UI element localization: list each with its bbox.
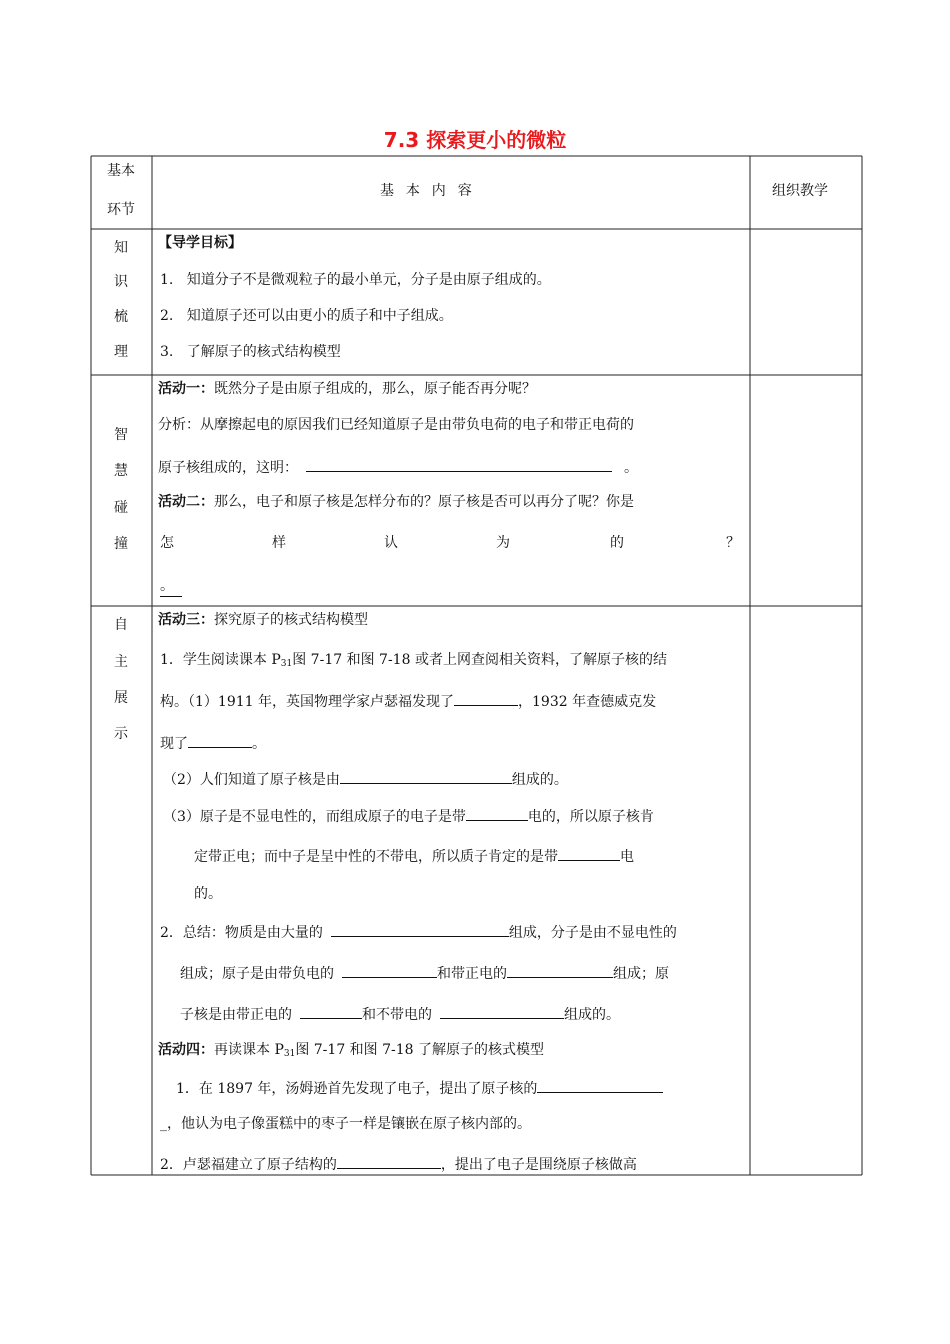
text: 2．总结：物质是由大量的 [160,925,323,941]
blank[interactable] [507,962,613,978]
s1-char: 理 [114,344,128,360]
s2-char: 慧 [114,463,128,479]
text: ，1932 年查德威克发 [518,694,657,710]
activity-1-text: 既然分子是由原子组成的，那么，原子能否再分呢？ [214,381,536,397]
activity-3 [158,610,368,630]
blank[interactable] [331,921,509,937]
text: 组成的。 [511,772,568,788]
goals-heading: 【导学目标】 [158,235,242,251]
s3-line: 的。 [194,886,222,902]
text: 组成；原子是由带负电的 [180,966,334,982]
blank[interactable] [440,1003,564,1019]
page-sub: 31 [280,659,293,669]
goal-item: 2. 知道原子还可以由更小的质子和中子组成。 [160,308,453,324]
spread-char: 为 [496,535,510,551]
spread-char: 的 [610,535,624,551]
text: 定带正电；而中子是呈中性的不带电，所以质子肯定的是带 [194,849,558,865]
spread-char: 样 [272,535,286,551]
text: （3）原子是不显电性的，而组成原子的电子是带 [163,809,466,825]
s3-line [194,845,634,867]
text: 现了 [160,736,188,752]
s3-char: 展 [114,690,128,706]
text: 电 [620,849,634,865]
header-stage-line2: 环节 [107,202,135,218]
activity-2 [158,492,634,512]
activity-1 [158,379,536,399]
text: 电的，所以原子核肯 [527,809,654,825]
goal-item: 1. 知道分子不是微观粒子的最小单元，分子是由原子组成的。 [160,272,551,288]
text: 1．在 1897 年，汤姆逊首先发现了电子，提出了原子核的 [176,1081,538,1097]
s3-line [160,690,656,712]
s3-char: 自 [114,617,128,633]
activity-1-label: 活动一： [158,381,214,397]
blank[interactable] [342,962,437,978]
activity-2-label: 活动二： [158,494,214,510]
s1-char: 知 [114,240,128,256]
text: 再读课本 P [214,1042,284,1058]
page-title: 7.3 探索更小的微粒 [383,128,567,152]
summary-line [180,1003,620,1025]
s3-line [163,768,568,790]
answer-blank[interactable] [306,456,612,472]
s4-line [160,1153,637,1175]
text: 组成；原 [613,966,669,982]
text: 1．学生阅读课本 P [160,652,281,668]
activity-3-label: 活动三： [158,612,214,628]
s2-char: 撞 [114,536,128,552]
text: ，提出了电子是围绕原子核做高 [440,1157,637,1173]
text: 。 [252,736,266,752]
analysis-line2 [158,456,638,478]
header-stage-line1: 基本 [107,163,135,179]
s1-char: 梳 [114,309,128,325]
summary-line [160,921,677,943]
activity-4 [158,1040,544,1064]
spread-char: 怎 [160,535,174,551]
goal-item: 3. 了解原子的核式结构模型 [160,344,341,360]
s4-line: _，他认为电子像蛋糕中的枣子一样是镶嵌在原子核内部的。 [160,1116,531,1132]
spread-char: ？ [726,535,740,551]
blank[interactable] [558,845,620,861]
text: 构。（1）1911 年，英国物理学家卢瑟福发现了 [160,694,454,710]
text: 和带正电的 [437,966,507,982]
text: 图 7-17 和图 7-18 或者上网查阅相关资料，了解原子核的结 [292,652,667,668]
analysis-line2-text: 原子核组成的，这明： [158,460,298,476]
header-organize: 组织教学 [772,183,828,199]
blank[interactable] [300,1003,362,1019]
answer-blank-2[interactable]: 。 [160,576,182,597]
blank[interactable] [337,1153,441,1169]
s3-line [163,805,654,827]
text: （2）人们知道了原子核是由 [163,772,340,788]
text: 和不带电的 [362,1007,432,1023]
s2-char: 智 [114,427,128,443]
s3-line [160,732,266,754]
s4-line [176,1077,663,1099]
activity-2-text: 那么，电子和原子核是怎样分布的？原子核是否可以再分了呢？你是 [214,494,634,510]
blank[interactable] [466,805,528,821]
page-sub: 31 [283,1049,296,1059]
blank[interactable] [340,768,512,784]
s3-char: 示 [114,726,128,742]
spread-char: 认 [384,535,398,551]
summary-line [180,962,669,984]
activity-3-text: 探究原子的核式结构模型 [214,612,368,628]
text: 组成，分子是由不显电性的 [508,925,677,941]
activity-4-label: 活动四： [158,1042,214,1058]
text: 子核是由带正电的 [180,1007,292,1023]
analysis-line2-end: 。 [624,460,638,476]
header-content: 基 本 内 容 [380,183,473,199]
s3-line [160,650,667,674]
s1-char: 识 [114,274,128,290]
s3-char: 主 [114,654,128,670]
s2-char: 碰 [114,500,128,516]
text: 2．卢瑟福建立了原子结构的 [160,1157,337,1173]
blank[interactable] [188,732,252,748]
analysis-line1: 分析：从摩擦起电的原因我们已经知道原子是由带负电荷的电子和带正电荷的 [158,417,634,433]
text: 组成的。 [564,1007,620,1023]
text: 图 7-17 和图 7-18 了解原子的核式模型 [295,1042,545,1058]
blank[interactable] [454,690,518,706]
blank[interactable] [537,1077,663,1093]
